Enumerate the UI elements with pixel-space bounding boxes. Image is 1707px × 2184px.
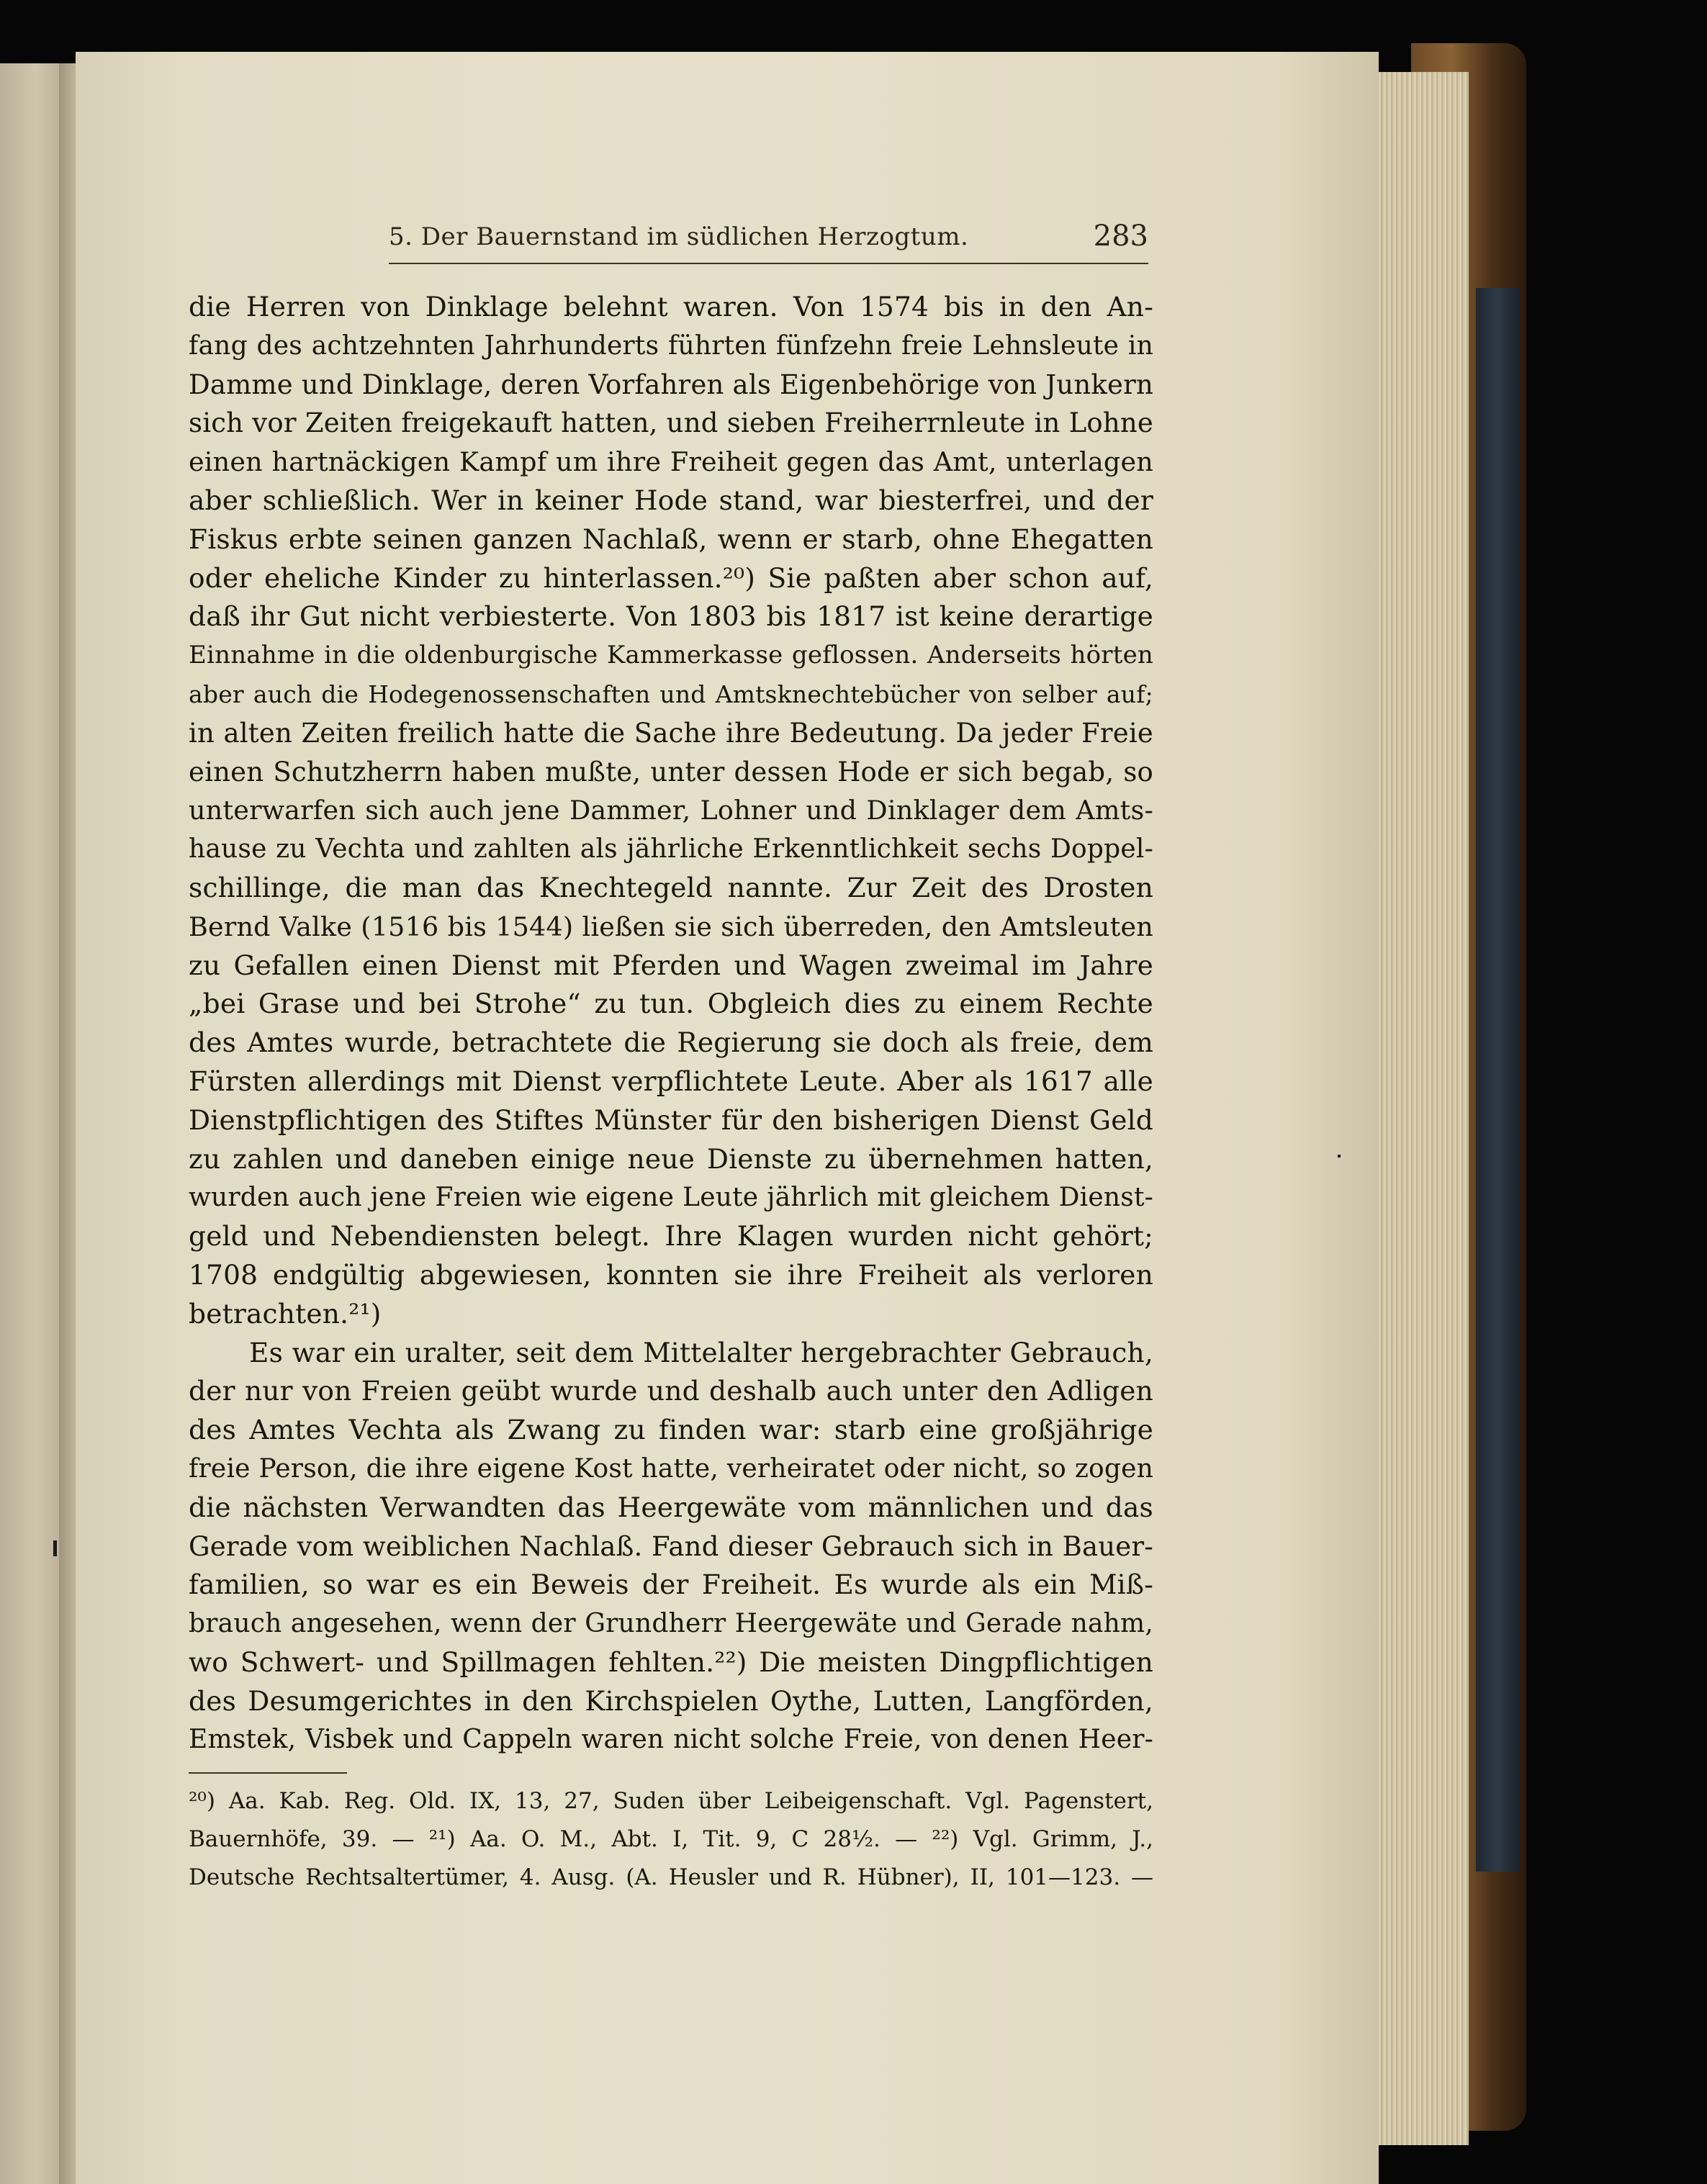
text-line: familien, so war es ein Beweis der Freiheit. Es wurde als ein Miß- [189,1569,1153,1601]
text-line: Bernd Valke (1516 bis 1544) ließen sie sich überreden, den Amtsleuten [189,911,1153,942]
text-line: Emstek, Visbek und Cappeln waren nicht solche Freie, von denen Heer- [189,1725,1153,1755]
text-line: Gerade vom weiblichen Nachlaß. Fand dieser Gebrauch sich in Bauer- [189,1530,1153,1562]
text-line: des Amtes wurde, betrachtete die Regierung sie doch als freie, dem [189,1026,1153,1059]
text-line: zu zahlen und daneben einige neue Dienste zu übernehmen hatten, [189,1142,1153,1175]
text-line: Dienstpflichtigen des Stiftes Münster für den bisherigen Dienst Geld [189,1104,1153,1136]
text-line: Fiskus erbte seinen ganzen Nachlaß, wenn er starb, ohne Ehegatten [189,523,1153,555]
text-line: aber schließlich. Wer in keiner Hode stand, war biesterfrei, und der [189,484,1153,516]
text-line: Einnahme in die oldenburgische Kammerkasse geflossen. Anderseits hörten [189,641,1153,670]
text-line: wurden auch jene Freien wie eigene Leute jährlich mit gleichem Dienst- [189,1183,1153,1213]
text-line: fang des achtzehnten Jahrhunderts führten fünfzehn freie Lehnsleute in [189,330,1153,361]
footnote-line: Deutsche Rechtsaltertümer, 4. Ausg. (A. Heusler und R. Hübner), II, 101—123. — [189,1864,1153,1890]
text-line: 1708 endgültig abgewiesen, konnten sie ihre Freiheit als verloren [189,1258,1153,1291]
text-line: in alten Zeiten freilich hatte die Sache ihre Bedeutung. Da jeder Freie [189,717,1153,749]
cover-spine [1476,288,1519,1872]
text-line: einen hartnäckigen Kampf um ihre Freiheit gegen das Amt, unterlagen [189,446,1153,478]
text-line: hause zu Vechta und zahlten als jährliche Erkenntlichkeit sechs Doppel- [189,834,1153,865]
page-header [389,220,1148,264]
text-line: des Amtes Vechta als Zwang zu finden war: starb eine großjährige [189,1414,1153,1446]
text-line: betrachten.²¹) [189,1297,382,1330]
text-line: unterwarfen sich auch jene Dammer, Lohner und Dinklager dem Amts- [189,795,1153,826]
footnote-line: ²⁰) Aa. Kab. Reg. Old. IX, 13, 27, Suden über Leibeigenschaft. Vgl. Pagenstert, [189,1788,1153,1814]
text-line: des Desumgerichtes in den Kirchspielen Oythe, Lutten, Langförden, [189,1684,1153,1717]
text-line: Fürsten allerdings mit Dienst verpflichtete Leute. Aber als 1617 alle [189,1065,1153,1097]
ink-speck [53,1540,57,1556]
text-line: schillinge, die man das Knechtegeld nannte. Zur Zeit des Drosten [189,871,1153,903]
text-line: brauch angesehen, wenn der Grundherr Heergewäte und Gerade nahm, [189,1609,1153,1639]
text-line: geld und Nebendiensten belegt. Ihre Klagen wurden nicht gehört; [189,1220,1153,1253]
text-line: daß ihr Gut nicht verbiesterte. Von 1803 bis 1817 ist keine derartige [189,600,1153,633]
body-text [189,288,1153,1759]
text-line: freie Person, die ihre eigene Kost hatte, verheiratet oder nicht, so zogen [189,1453,1153,1484]
text-line: aber auch die Hodegenossenschaften und Amtsknechtebücher von selber auf; [189,680,1153,708]
page-number: 283 [1093,220,1148,253]
text-line: oder eheliche Kinder zu hinterlassen.²⁰) Sie paßten aber schon auf, [189,561,1153,594]
text-line: einen Schutzherrn haben mußte, unter dessen Hode er sich begab, so [189,756,1153,788]
paragraph-start: Es war ein uralter, seit dem Mittelalter hergebrachter Gebrauch, [249,1336,1153,1368]
text-line: sich vor Zeiten freigekauft hatten, und sieben Freiherrnleute in Lohne [189,407,1153,439]
text-line: der nur von Freien geübt wurde und deshalb auch unter den Adligen [189,1375,1153,1407]
text-line: Damme und Dinklage, deren Vorfahren als Eigenbehörige von Junkern [189,369,1153,400]
text-line: die nächsten Verwandten das Heergewäte vom männlichen und das [189,1491,1153,1523]
text-line: zu Gefallen einen Dienst mit Pferden und Wagen zweimal im Jahre [189,949,1153,981]
text-line: die Herren von Dinklage belehnt waren. Von 1574 bis in den An- [189,291,1153,322]
footnote-line: Bauernhöfe, 39. — ²¹) Aa. O. M., Abt. I, Tit. 9, C 28½. — ²²) Vgl. Grimm, J., [189,1826,1153,1852]
text-line: „bei Grase und bei Strohe“ zu tun. Obgleich dies zu einem Rechte [189,988,1153,1020]
footnotes [189,1782,1153,1897]
ink-speck [1338,1155,1341,1158]
text-line: wo Schwert- und Spillmagen fehlten.²²) Die meisten Dingpflichtigen [189,1646,1153,1678]
running-head: 5. Der Bauernstand im südlichen Herzogtum. [389,222,969,251]
footnote-rule [189,1772,347,1774]
page-edges [1368,72,1469,2145]
left-page-edge [0,63,65,2184]
